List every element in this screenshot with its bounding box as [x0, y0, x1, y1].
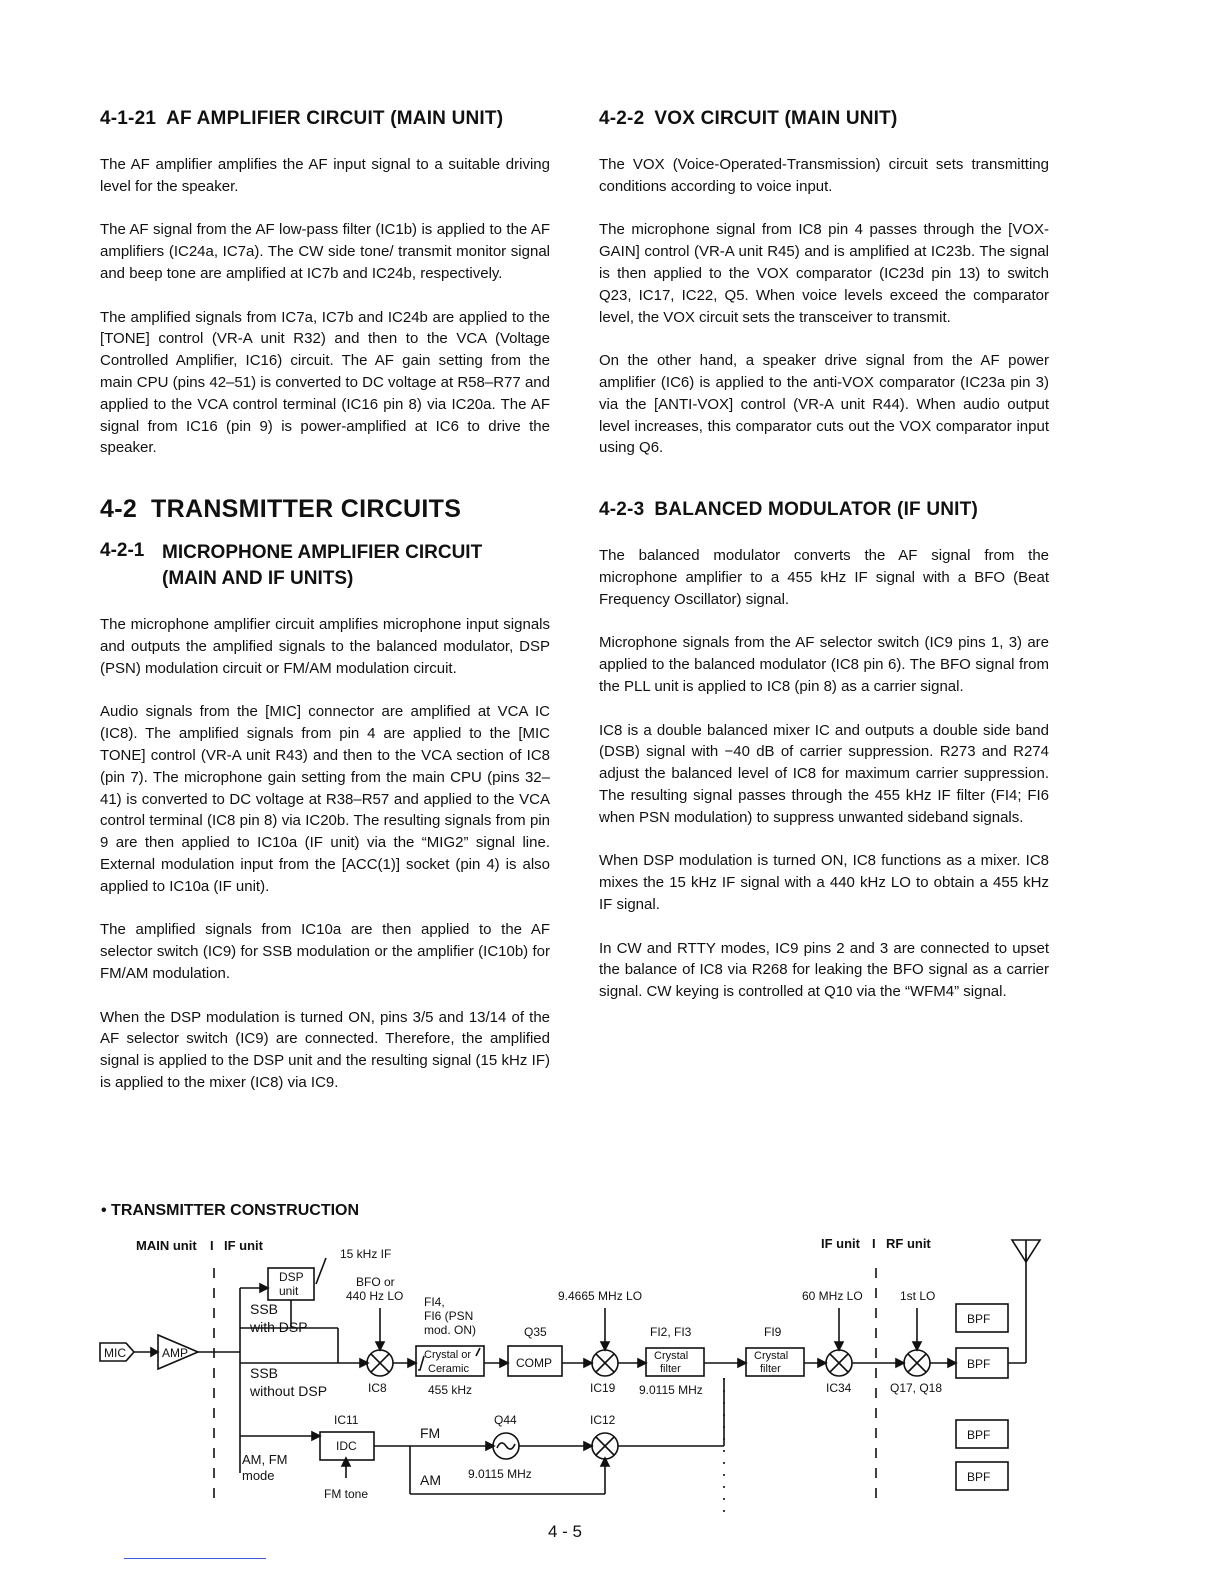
- frequency-label: 9.0115 MHz: [468, 1467, 532, 1481]
- paragraph: The AF amplifier amplifies the AF input signal to a suitable driving level for the speaker.: [100, 156, 550, 195]
- if-unit-label: IF unit: [224, 1238, 263, 1253]
- divider-bar-label: I: [210, 1238, 214, 1253]
- am-fm-mode-label: mode: [242, 1468, 275, 1483]
- dsp-label: unit: [279, 1284, 299, 1298]
- bpf-label: BPF: [967, 1357, 991, 1371]
- paragraph: In CW and RTTY modes, IC9 pins 2 and 3 are connected to upset the balance of IC8 via R268 for leaking the BFO signal as a carrier signal. CW keying is controlled at Q10 via the “WFM4” signal.: [599, 939, 1049, 1001]
- paragraph: On the other hand, a speaker drive signal from the AF power amplifier (IC6) is applied to the anti-VOX comparator (IC23a pin 3) via the [ANTI-VOX] control (VR-A unit R44). When audio output level increases, this comparator cuts out the VOX comparator input using Q6.: [599, 352, 1049, 457]
- arrow-icon: [638, 1359, 646, 1367]
- paragraph: Audio signals from the [MIC] connector are amplified at VCA IC (IC8). The amplified signals from pin 4 are applied to the [MIC TONE] control (VR-A unit R43) and then to the VCA section of IC8 (pin 7). The microphone gain setting from the main CPU (pins 32–41) is converted to DC voltage at R38–R57 and applied to the VCA control terminal (IC8 pin 8) via IC20b. The resulting signals from pin 9 are then applied to IC10a (IF unit) via the “MIG2” signal line. External modulation input from the [ACC(1)] socket (pin 4) is also applied to IC10a (IF unit).: [100, 703, 550, 895]
- bfo-label: BFO or: [356, 1275, 395, 1289]
- section-heading-microphone-amplifier: [100, 540, 550, 592]
- lo-label: 1st LO: [900, 1289, 936, 1303]
- diagram-title: • TRANSMITTER CONSTRUCTION: [101, 1202, 360, 1219]
- filter-label: filter: [660, 1363, 681, 1375]
- arrow-icon: [376, 1342, 384, 1350]
- section-number: 4-2-2: [599, 108, 645, 129]
- paragraph: The microphone amplifier circuit amplifies microphone input signals and outputs the amplified signals to the balanced modulator, DSP (PSN) modulation circuit or FM/AM modulation circuit.: [100, 616, 550, 677]
- comp-label: COMP: [516, 1356, 552, 1370]
- arrow-icon: [818, 1359, 826, 1367]
- paragraph: The amplified signals from IC10a are then applied to the AF selector switch (IC9) for SSB modulation or the amplifier (IC10b) for FM/AM modulation.: [100, 921, 550, 982]
- filter-label: filter: [760, 1363, 781, 1375]
- section-title-line1: MICROPHONE AMPLIFIER CIRCUIT: [162, 542, 483, 564]
- lo-label: 9.4665 MHz LO: [558, 1289, 643, 1303]
- if-15khz-label: 15 kHz IF: [340, 1247, 392, 1261]
- left-column: [100, 108, 550, 1115]
- am-label: AM: [420, 1472, 441, 1488]
- ssb-without-dsp-label: SSB: [250, 1365, 279, 1381]
- if-15khz-pointer: [316, 1258, 326, 1284]
- paragraph: IC8 is a double balanced mixer IC and outputs a double side band (DSB) signal with −40 dB of carrier suppression. R273 and R274 adjust the balanced level of IC8 for maximum carrier suppression. The resulting signal passes through the 455 kHz IF filter (FI4; FI6 when PSN modulation) to suppress unwanted sideband signals.: [599, 721, 1049, 826]
- q35-label: Q35: [524, 1325, 547, 1339]
- bpf-label: BPF: [967, 1470, 991, 1484]
- paragraph: The amplified signals from IC7a, IC7b and IC24b are applied to the [TONE] control (VR-A unit R32) and then to the VCA (Voltage Controlled Amplifier, IC16) circuit. The AF gain setting from the main CPU (pins 42–51) is converted to DC voltage at R58–R77 and applied to the VCA control terminal (IC16 pin 8) via IC20a. The AF signal from IC16 (pin 9) is power-amplified at IC6 to drive the speaker.: [100, 308, 550, 457]
- footer-rule: [124, 1558, 266, 1559]
- section-title: BALANCED MODULATOR (IF UNIT): [654, 499, 978, 521]
- filter-label: Crystal or: [424, 1349, 472, 1361]
- paragraph: The balanced modulator converts the AF signal from the microphone amplifier to a 455 kHz IF signal with a BFO (Beat Frequency Oscillator) signal.: [599, 547, 1049, 608]
- fi4-label: FI6 (PSN: [424, 1309, 474, 1323]
- amp-label: AMP: [162, 1346, 189, 1360]
- arrow-icon: [260, 1284, 268, 1292]
- arrow-icon: [342, 1458, 350, 1466]
- fi4-label: mod. ON): [424, 1323, 477, 1337]
- arrow-icon: [601, 1342, 609, 1350]
- main-unit-label: MAIN unit: [136, 1238, 197, 1253]
- filter-label: Ceramic: [428, 1363, 469, 1375]
- arrow-icon: [151, 1348, 158, 1356]
- dsp-label: DSP: [279, 1270, 304, 1284]
- section-number: 4-1-21: [100, 108, 157, 129]
- section-title: AF AMPLIFIER CIRCUIT (MAIN UNIT): [166, 108, 504, 129]
- section-heading-vox-circuit: [599, 108, 1049, 130]
- major-title: TRANSMITTER CIRCUITS: [151, 495, 462, 524]
- major-number: 4-2: [100, 495, 138, 524]
- paragraph: When DSP modulation is turned ON, IC8 functions as a mixer. IC8 mixes the 15 kHz IF signal with a 440 kHz LO to obtain a 455 kHz IF signal.: [599, 852, 1049, 913]
- fi9-label: FI9: [764, 1325, 782, 1339]
- paragraph: The microphone signal from IC8 pin 4 passes through the [VOX-GAIN] control (VR-A unit R45) and is amplified at IC23b. The signal is then applied to the VOX comparator (IC23d pin 13) to switch Q23, IC17, IC22, Q5. When voice levels exceed the comparator level, the VOX circuit sets the transceiver to transmit.: [599, 221, 1049, 326]
- fm-tone-label: FM tone: [324, 1487, 369, 1501]
- q44-label: Q44: [494, 1413, 517, 1427]
- section-heading-af-amplifier: [100, 108, 550, 130]
- section-title: VOX CIRCUIT (MAIN UNIT): [654, 108, 898, 129]
- fm-label: FM: [420, 1425, 441, 1441]
- arrow-icon: [500, 1359, 508, 1367]
- right-column: [599, 108, 1049, 1025]
- section-title-line2: (MAIN AND IF UNITS): [162, 568, 354, 590]
- ssb-with-dsp-label: with DSP: [250, 1319, 308, 1335]
- mic-label: MIC: [104, 1346, 126, 1360]
- arrow-icon: [312, 1432, 320, 1440]
- rf-unit-label: RF unit: [886, 1236, 931, 1251]
- paragraph: The VOX (Voice-Operated-Transmission) circuit sets transmitting conditions according to voice input.: [599, 156, 1049, 195]
- bfo-label: 440 Hz LO: [346, 1289, 404, 1303]
- arrow-icon: [896, 1359, 904, 1367]
- antenna-icon: [1012, 1240, 1040, 1262]
- divider-bar-label: I: [872, 1236, 876, 1251]
- arrow-icon: [408, 1359, 416, 1367]
- arrow-icon: [584, 1442, 592, 1450]
- filter-label: Crystal: [654, 1350, 689, 1362]
- bpf-label: BPF: [967, 1428, 991, 1442]
- idc-label: IDC: [336, 1439, 357, 1453]
- ic19-label: IC19: [590, 1381, 616, 1395]
- arrow-icon: [835, 1342, 843, 1350]
- lo-label: 60 MHz LO: [802, 1289, 863, 1303]
- ssb-without-dsp-label: without DSP: [250, 1383, 328, 1399]
- q17-q18-label: Q17, Q18: [890, 1381, 943, 1395]
- section-number: 4-2-3: [599, 499, 645, 521]
- ic8-label: IC8: [368, 1381, 387, 1395]
- fi2-fi3-label: FI2, FI3: [650, 1325, 692, 1339]
- paragraph: The AF signal from the AF low-pass filter (IC1b) is applied to the AF amplifiers (IC24a, IC7a). The CW side tone/ transmit monitor signal and beep tone are amplified at IC7b and IC24b, respectively.: [100, 221, 550, 282]
- paragraph: When the DSP modulation is turned ON, pins 3/5 and 13/14 of the AF selector switch (IC9) are connected. Therefore, the amplified signal is applied to the DSP unit and the resulting signal (15 kHz IF) is applied to the mixer (IC8) via IC9.: [100, 1008, 550, 1091]
- paragraph: Microphone signals from the AF selector switch (IC9 pins 1, 3) are applied to the balanced modulator (IC8 pin 6). The BFO signal from the PLL unit is applied to IC8 (pin 8) as a carrier signal.: [599, 634, 1049, 695]
- if-unit-label-right: IF unit: [821, 1236, 860, 1251]
- ssb-with-dsp-label: SSB: [250, 1301, 279, 1317]
- am-fm-mode-label: AM, FM: [242, 1452, 288, 1467]
- arrow-icon: [948, 1359, 956, 1367]
- ic34-label: IC34: [826, 1381, 852, 1395]
- section-number: 4-2-1: [100, 540, 145, 562]
- arrow-icon: [738, 1359, 746, 1367]
- section-heading-balanced-modulator: [599, 499, 1049, 521]
- frequency-label: 9.0115 MHz: [639, 1383, 703, 1397]
- arrow-icon: [913, 1342, 921, 1350]
- bpf-label: BPF: [967, 1312, 991, 1326]
- filter-label: Crystal: [754, 1350, 789, 1362]
- frequency-label: 455 kHz: [428, 1383, 473, 1397]
- arrow-icon: [584, 1359, 592, 1367]
- ic11-label: IC11: [334, 1413, 359, 1427]
- ic12-label: IC12: [590, 1413, 616, 1427]
- page-number: 4 - 5: [548, 1522, 583, 1541]
- major-heading-transmitter-circuits: [100, 495, 550, 524]
- fi4-label: FI4,: [424, 1295, 445, 1309]
- transmitter-construction-diagram: [94, 1228, 1134, 1520]
